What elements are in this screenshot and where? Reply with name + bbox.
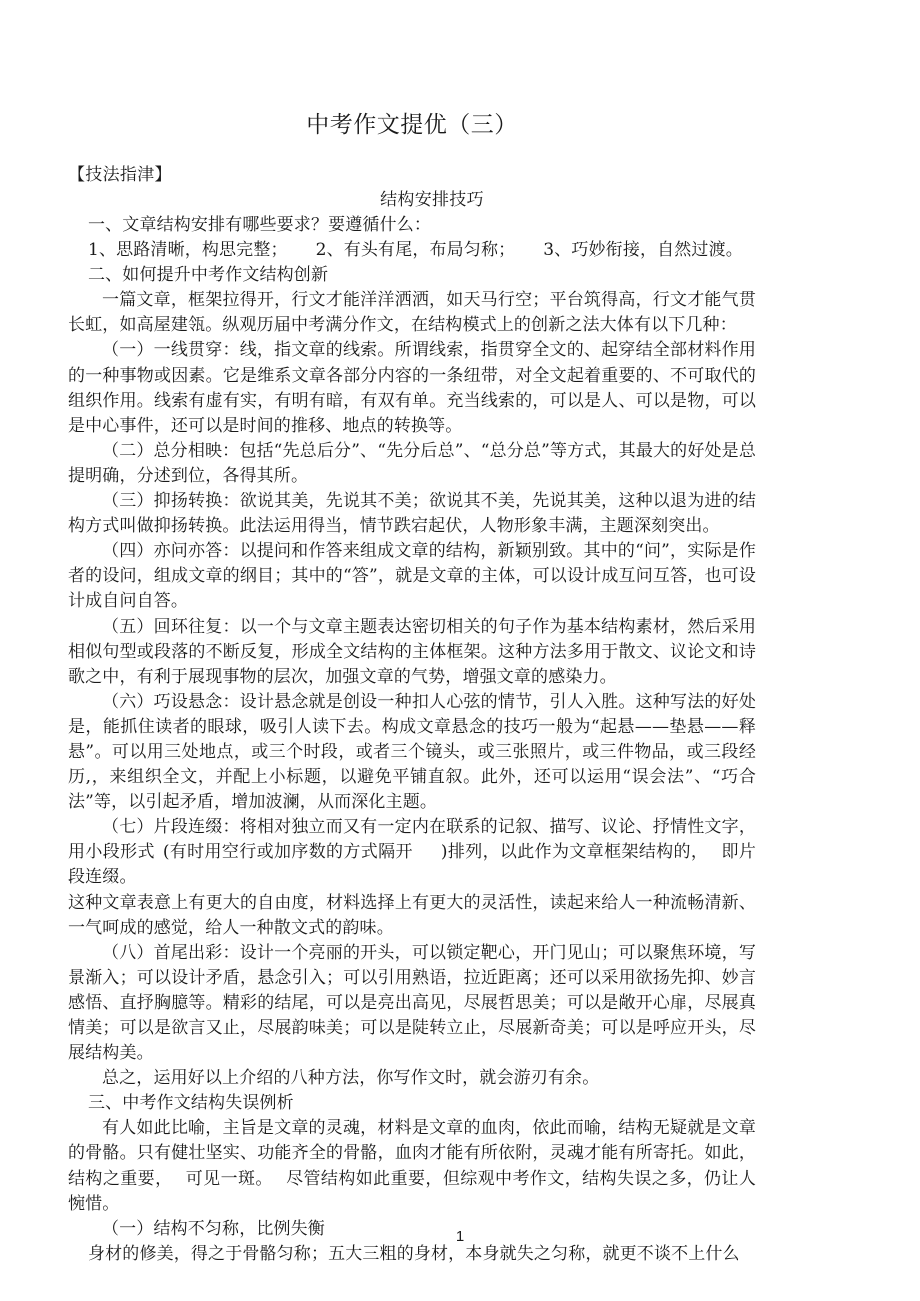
q3-intro-part-b: 可见一斑。 <box>185 1168 273 1189</box>
q1-item-2: 2、有头有尾，布局匀称； <box>315 240 516 261</box>
method-8-paragraph: （八）首尾出彩：设计一个亮丽的开头，可以锁定靶心，开门见山；可以聚焦环境，写景渐入；可以设计矛盾，悬念引入；可以引用熟语，拉近距离；还可以采用欲扬先抑、妙言感悟、直抒胸臆等。精彩的结尾，可以是亮出高见，尽展哲思美；可以是敞开心扉，尽展真情美；可以是欲言又止，尽展韵味美；可以是陡转立止，尽展新奇美；可以是呼应开头，尽展结构美。 <box>68 942 756 1064</box>
method-7-paragraph <box>68 815 756 890</box>
fault-1-body: 身材的修美，得之于骨骼匀称；五大三粗的身材，本身就失之匀称，就更不谈不上什么 <box>88 1243 740 1264</box>
question-3-intro <box>68 1116 756 1216</box>
q3-intro-part-c: 尽管结构如此重要，但综观中考作文，结构失误之多，仍让人惋惜。 <box>68 1168 756 1214</box>
q1-item-1: 1、思路清晰，构思完整； <box>88 240 288 261</box>
q3-intro-part-a: 有人如此比喻，主旨是文章的灵魂，材料是文章的血肉，依此而喻，结构无疑就是文章的骨骼。只有健壮坚实、功能齐全的骨骼，血肉才能有所依附，灵魂才能有所寄托。如此，结构之重要， <box>68 1118 756 1189</box>
question-2-intro: 一篇文章，框架拉得开，行文才能洋洋洒洒，如天马行空；平台筑得高，行文才能气贯长虹，如高屋建瓴。纵观历届中考满分作文，在结构模式上的创新之法大体有以下几种： <box>68 290 756 336</box>
method-2-paragraph: （二）总分相映：包括“先总后分”、“先分后总”、“总分总”等方式，其最大的好处是总提明确，分述到位，各得其所。 <box>68 440 756 486</box>
subtitle: 结构安排技巧 <box>380 190 484 210</box>
method-6-paragraph: （六）巧设悬念：设计悬念就是创设一种扣人心弦的情节，引人入胜。这种写法的好处是，能抓住读者的眼球，吸引人读下去。构成文章悬念的技巧一般为“起悬——垫悬——释悬”。可以用三处地点，或三个时段，或者三个镜头，或三张照片，或三件物品，或三段经历,，来组织全文，并配上小标题，以避免平铺直叙。此外，还可以运用“误会法”、“巧合法”等，以引起矛盾，增加波澜，从而深化主题。 <box>68 691 756 813</box>
method-5-paragraph: （五）回环往复：以一个与文章主题表达密切相关的句子作为基本结构素材，然后采用相似句型或段落的不断反复，形成全文结构的主体框架。这种方法多用于散文、议论文和诗歌之中，有利于展现事物的层次，加强文章的气势，增强文章的感染力。 <box>68 616 756 687</box>
q1-item-3: 3、巧妙衔接，自然过渡。 <box>543 240 743 261</box>
question-1-heading: 一、文章结构安排有哪些要求？要遵循什么： <box>88 215 431 235</box>
summary-paragraph: 总之，运用好以上介绍的八种方法，你写作文时，就会游刃有余。 <box>102 1068 600 1089</box>
method-7-part-b: (有时用空行或加序数的方式隔开 <box>162 842 413 863</box>
page-title: 中考作文提优（三） <box>306 112 518 138</box>
method-7-part-a: （七）片段连缀：将相对独立而又有一定内在联系的记叙、描写、议论、抒情性文字，用小段形式 <box>68 817 756 863</box>
method-7-part-c: )排列，以此作为文章框架结构的， <box>440 842 709 863</box>
question-3-heading: 三、中考作文结构失误例析 <box>88 1093 294 1114</box>
document-content <box>68 0 756 1267</box>
section-tag: 【技法指津】 <box>68 165 172 185</box>
method-7-part-d: 即片段连缀。 <box>68 842 756 888</box>
page-number: 1 <box>455 1228 465 1245</box>
fault-1-heading: （一）结构不匀称，比例失衡 <box>102 1218 325 1239</box>
question-1-items <box>68 238 756 263</box>
method-7-continuation: 这种文章表意上有更大的自由度，材料选择上有更大的灵活性，读起来给人一种流畅清新、一气呵成的感觉，给人一种散文式的韵味。 <box>68 892 756 938</box>
question-2-heading: 二、如何提升中考作文结构创新 <box>88 265 329 286</box>
method-4-paragraph: （四）亦问亦答：以提问和作答来组成文章的结构，新颖别致。其中的“问”，实际是作者的设问，组成文章的纲目；其中的“答”，就是文章的主体，可以设计成互问互答，也可设计成自问自答。 <box>68 541 756 612</box>
method-3-paragraph: （三）抑扬转换：欲说其美，先说其不美；欲说其不美，先说其美，这种以退为进的结构方式叫做抑扬转换。此法运用得当，情节跌宕起伏，人物形象丰满，主题深刻突出。 <box>68 491 756 537</box>
method-1-paragraph: （一）一线贯穿：线，指文章的线索。所谓线索，指贯穿全文的、起穿结全部材料作用的一种事物或因素。它是维系文章各部分内容的一条纽带，对全文起着重要的、不可取代的组织作用。线索有虚有实，有明有暗，有双有单。充当线索的，可以是人、可以是物，可以是中心事件，还可以是时间的推移、地点的转换等。 <box>68 340 756 436</box>
